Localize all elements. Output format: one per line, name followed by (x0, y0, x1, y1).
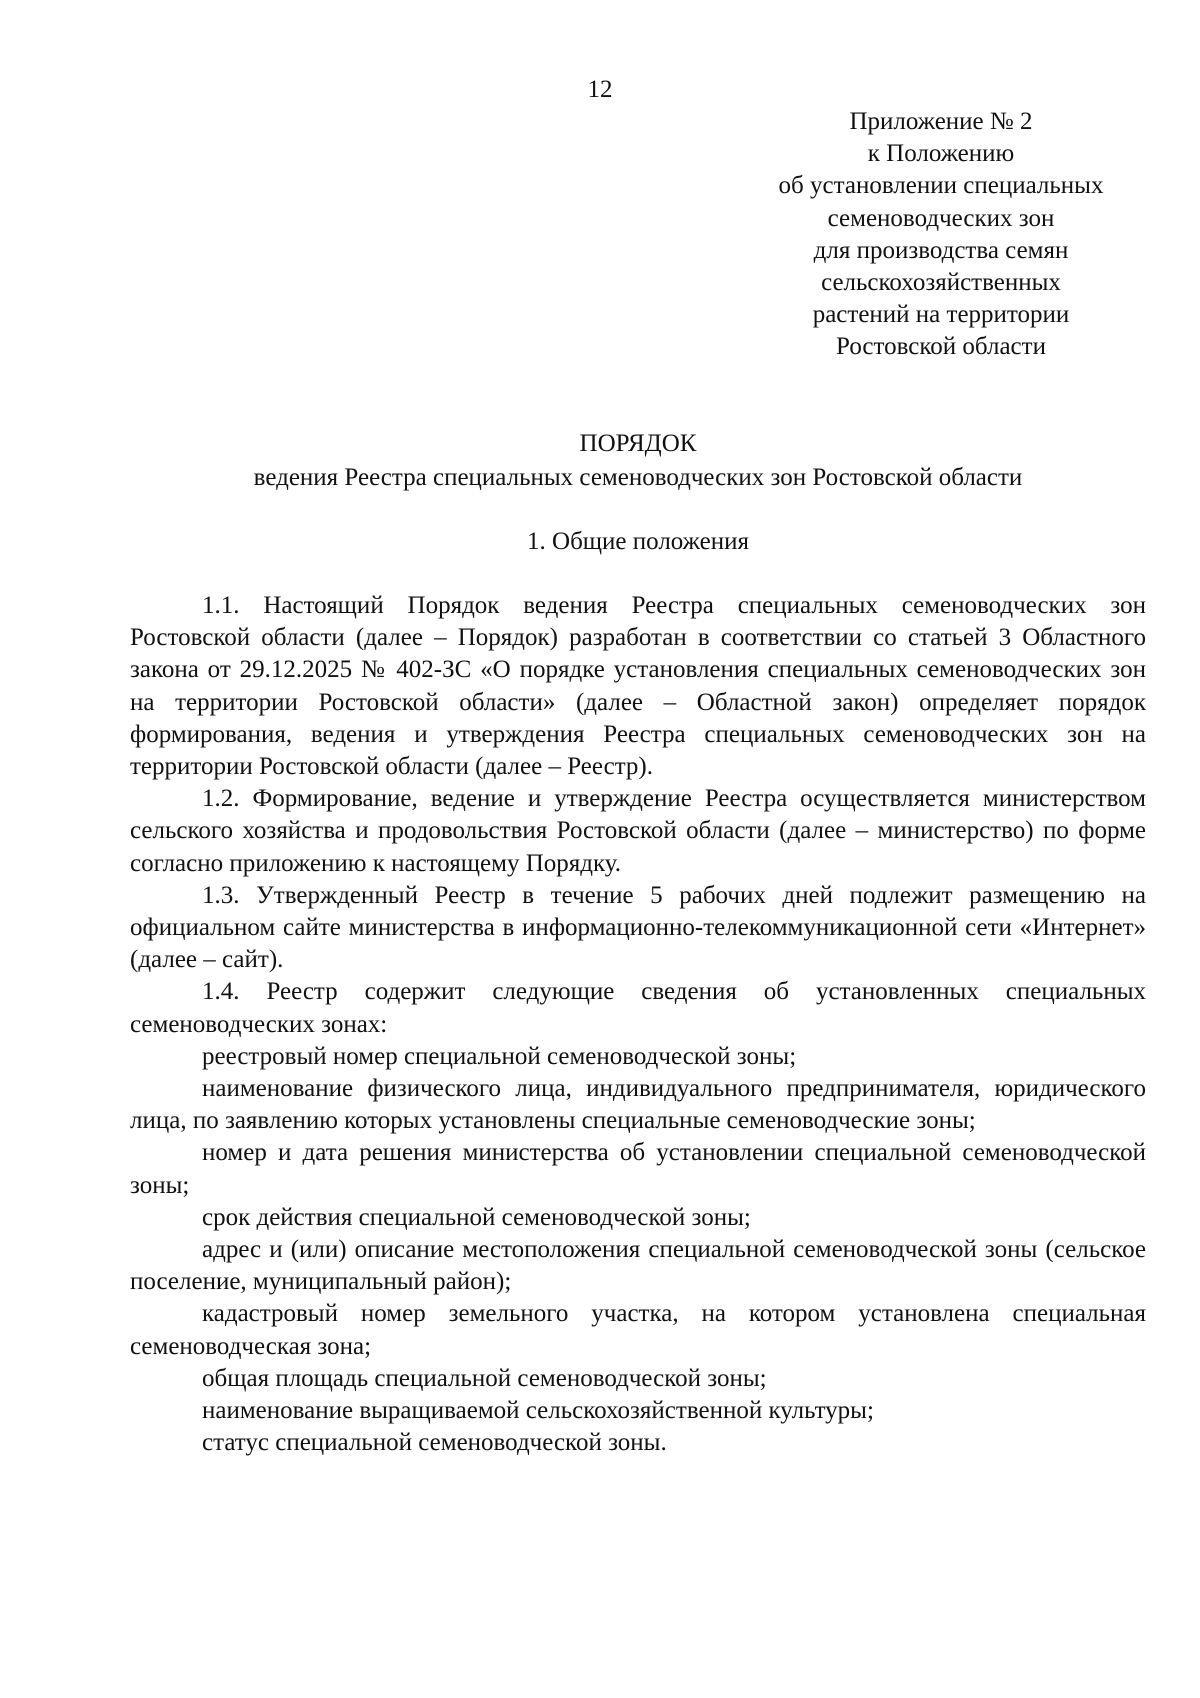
paragraph-1-3: 1.3. Утвержденный Реестр в течение 5 рабочих дней подлежит размещению на официальном сайте министерства в информационно-телекоммуникационной сети «Интернет» (далее – сайт). (130, 881, 1146, 974)
document-body (130, 590, 1146, 1459)
section-heading: 1. Общие положения (527, 528, 749, 555)
appendix-line: для производства семян (813, 236, 1069, 264)
paragraph-1-2: 1.2. Формирование, ведение и утверждение Реестра осуществляется министерством сельского хозяйства и продовольствия Ростовской области (далее – министерство) по форме согласно приложению к настоящему Порядку. (130, 785, 1146, 877)
list-item: наименование выращиваемой сельскохозяйственной культуры; (202, 1397, 874, 1425)
appendix-line: Приложение № 2 (849, 108, 1033, 135)
appendix-header (708, 106, 1174, 364)
list-item: реестровый номер специальной семеноводческой зоны; (202, 1042, 797, 1070)
document-subtitle: ведения Реестра специальных семеноводческих зон Ростовской области (253, 464, 1023, 491)
list-item: наименование физического лица, индивидуального предпринимателя, юридического лица, по заявлению которых установлены специальные семеноводческие зоны; (130, 1075, 1146, 1135)
appendix-line: растений на территории (812, 301, 1070, 329)
list-item: срок действия специальной семеноводческой зоны; (202, 1203, 751, 1231)
appendix-line: об установлении специальных (778, 172, 1104, 200)
appendix-line: сельскохозяйственных (821, 269, 1061, 297)
appendix-line: к Положению (867, 140, 1015, 168)
appendix-line: семеноводческих зон (827, 204, 1055, 232)
list-item: кадастровый номер земельного участка, на котором установлена специальная семеноводческая зона; (130, 1300, 1146, 1360)
appendix-line: Ростовской области (836, 333, 1046, 361)
list-item: адрес и (или) описание местоположения специальной семеноводческой зоны (сельское поселение, муниципальный район); (130, 1236, 1146, 1296)
paragraph-1-4: 1.4. Реестр содержит следующие сведения об установленных специальных семеноводческих зонах: (130, 978, 1146, 1038)
page-number: 12 (587, 76, 613, 103)
document-title: ПОРЯДОК (579, 430, 697, 457)
paragraph-1-1: 1.1. Настоящий Порядок ведения Реестра специальных семеноводческих зон Ростовской области (далее – Порядок) разработан в соответствии со статьей 3 Областного закона от 29.12.2025 № 402-ЗС «О порядке установления специальных семеноводческих зон на территории Ростовской области» (далее – Областной закон) определяет порядок формирования, ведения и утверждения Реестра специальных семеноводческих зон на территории Ростовской области (далее – Реестр). (130, 592, 1146, 781)
list-item: номер и дата решения министерства об установлении специальной семеноводческой зоны; (130, 1139, 1146, 1199)
list-item: общая площадь специальной семеноводческой зоны; (202, 1364, 767, 1392)
list-item: статус специальной семеноводческой зоны. (202, 1429, 667, 1457)
